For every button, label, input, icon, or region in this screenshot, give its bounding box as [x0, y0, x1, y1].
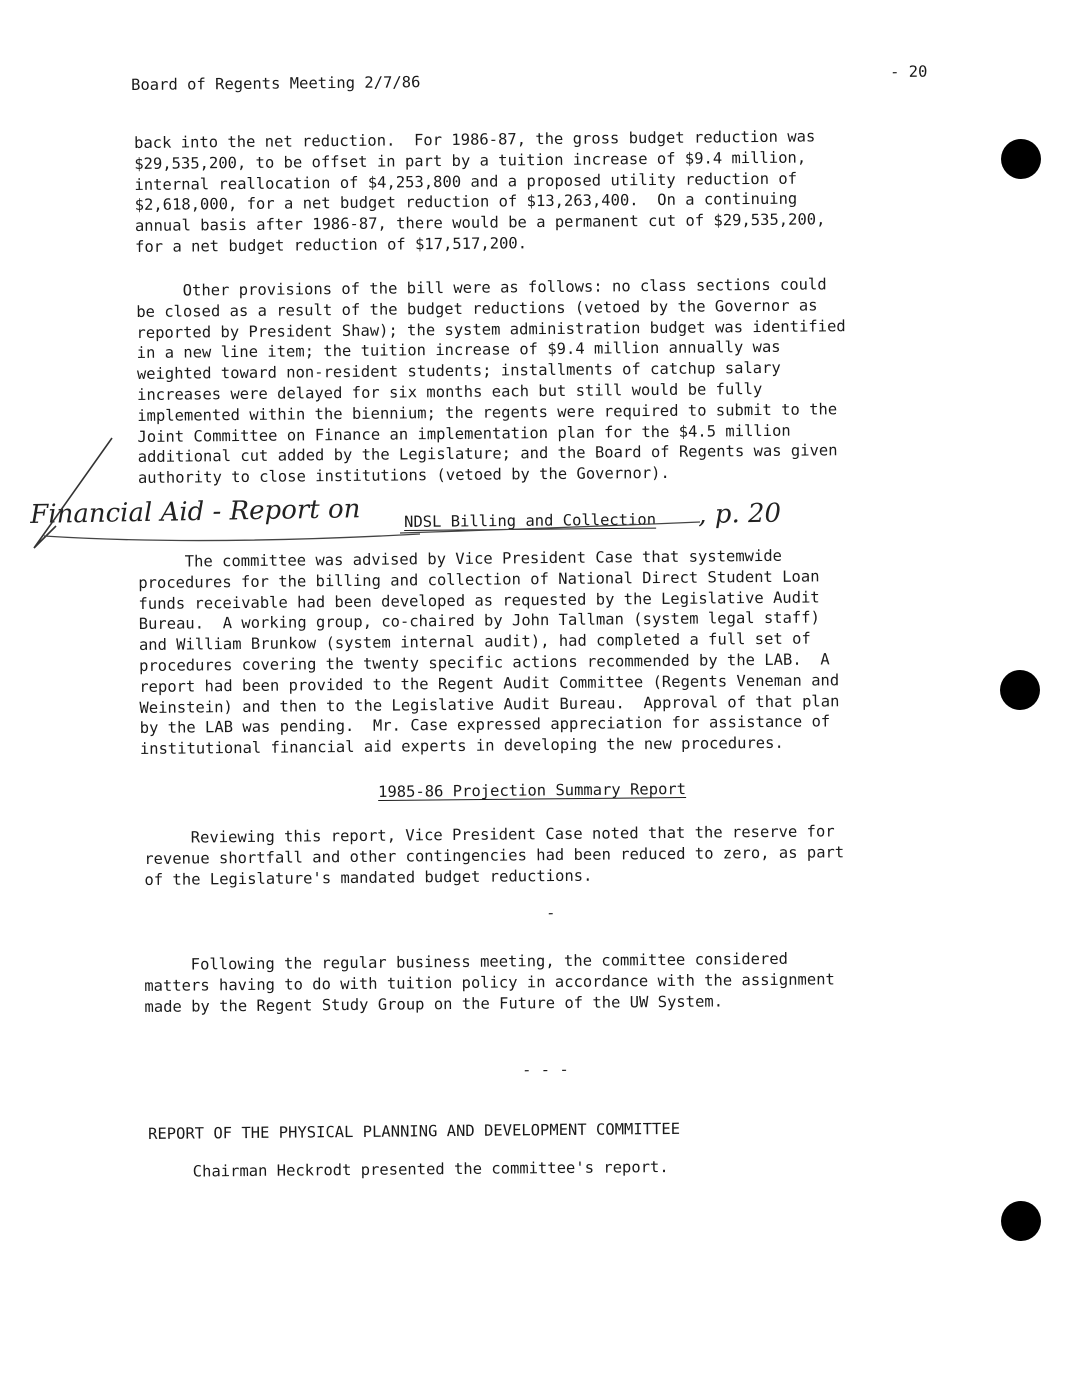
text-line: internal reallocation of $4,253,800 and a proposed utility reduction of — [134, 169, 798, 194]
binder-hole — [1001, 1201, 1041, 1241]
text-line: procedures covering the twenty specific actions recommended by the LAB. A — [139, 650, 830, 675]
text-line: procedures for the billing and collection of National Direct Student Loan — [138, 567, 820, 592]
section-heading-projection: 1985-86 Projection Summary Report — [378, 780, 687, 801]
text-line: back into the net reduction. For 1986-87, the gross budget reduction was — [134, 127, 816, 152]
text-line: Bureau. A working group, co-chaired by John Tallman (system legal staff) — [138, 608, 820, 634]
text-line: reported by President Shaw); the system administration budget was identified — [136, 316, 846, 342]
binder-hole — [1000, 670, 1040, 710]
text-line: of the Legislature's mandated budget reductions. — [144, 866, 593, 889]
paragraph-tuition-policy — [144, 948, 835, 1017]
paragraph-ndsl-procedures — [138, 545, 840, 760]
page-number: - 20 — [890, 62, 928, 81]
text-line: in a new line item; the tuition increase of $9.4 million annually was — [136, 338, 781, 363]
text-line: annual basis after 1986-87, there would be a permanent cut of $29,535,200, — [134, 210, 826, 236]
text-line: additional cut added by the Legislature; and the Board of Regents was given — [137, 441, 838, 467]
text-line: made by the Regent Study Group on the Future of the UW System. — [144, 992, 724, 1016]
text-line: Joint Committee on Finance an implementation plan for the $4.5 million — [137, 421, 791, 446]
text-line: authority to close institutions (vetoed by the Governor). — [137, 464, 670, 488]
separator-dash: - — [546, 903, 556, 922]
text-line: institutional financial aid experts in developing the new procedures. — [139, 733, 784, 759]
text-line: weighted toward non-resident students; installments of catchup salary — [136, 359, 781, 384]
text-line: The committee was advised by Vice President Case that systemwide — [138, 546, 783, 571]
handwritten-page-reference: , p. 20 — [698, 498, 782, 530]
paragraph-projection-review — [144, 821, 844, 890]
text-line: Reviewing this report, Vice President Case noted that the reserve for — [144, 822, 835, 847]
binder-hole — [1001, 139, 1041, 179]
text-line: for a net budget reduction of $17,517,200. — [135, 234, 528, 256]
text-line: by the LAB was pending. Mr. Case expressed appreciation for assistance of — [139, 712, 831, 738]
text-line: and William Brunkow (system internal audit), had completed a full set of — [138, 629, 811, 655]
text-line: Other provisions of the bill were as follows: no class sections could — [136, 275, 827, 300]
text-line: report had been provided to the Regent Audit Committee (Regents Veneman and — [139, 671, 840, 696]
text-line: implemented within the biennium; the regents were required to submit to the — [137, 400, 838, 425]
text-line: matters having to do with tuition policy in accordance with the assignment — [144, 970, 835, 995]
chairman-report-line: Chairman Heckrodt presented the committee's report. — [146, 1157, 669, 1181]
text-line: Following the regular business meeting, the committee considered — [144, 949, 789, 974]
document-header-title: Board of Regents Meeting 2/7/86 — [131, 73, 421, 94]
section-heading-ppd-report: REPORT OF THE PHYSICAL PLANNING AND DEVELOPMENT COMMITTEE — [148, 1119, 681, 1143]
separator-triple-dash: - - - — [522, 1060, 569, 1079]
text-line: be closed as a result of the budget reductions (vetoed by the Governor as — [136, 296, 818, 321]
text-line: revenue shortfall and other contingencies had been reduced to zero, as part — [144, 843, 845, 868]
text-line: $2,618,000, for a net budget reduction of $13,263,400. On a continuing — [134, 190, 798, 215]
text-line: Weinstein) and then to the Legislative Audit Bureau. Approval of that plan — [139, 691, 840, 717]
text-line: $29,535,200, to be offset in part by a tuition increase of $9.4 million, — [134, 148, 807, 173]
text-line: increases were delayed for six months each but still would be fully — [137, 379, 763, 404]
text-line: funds receivable had been developed as requested by the Legislative Audit — [138, 588, 820, 613]
handwritten-note: Financial Aid - Report on — [30, 494, 361, 530]
section-heading-ndsl: NDSL Billing and Collection — [404, 510, 657, 531]
